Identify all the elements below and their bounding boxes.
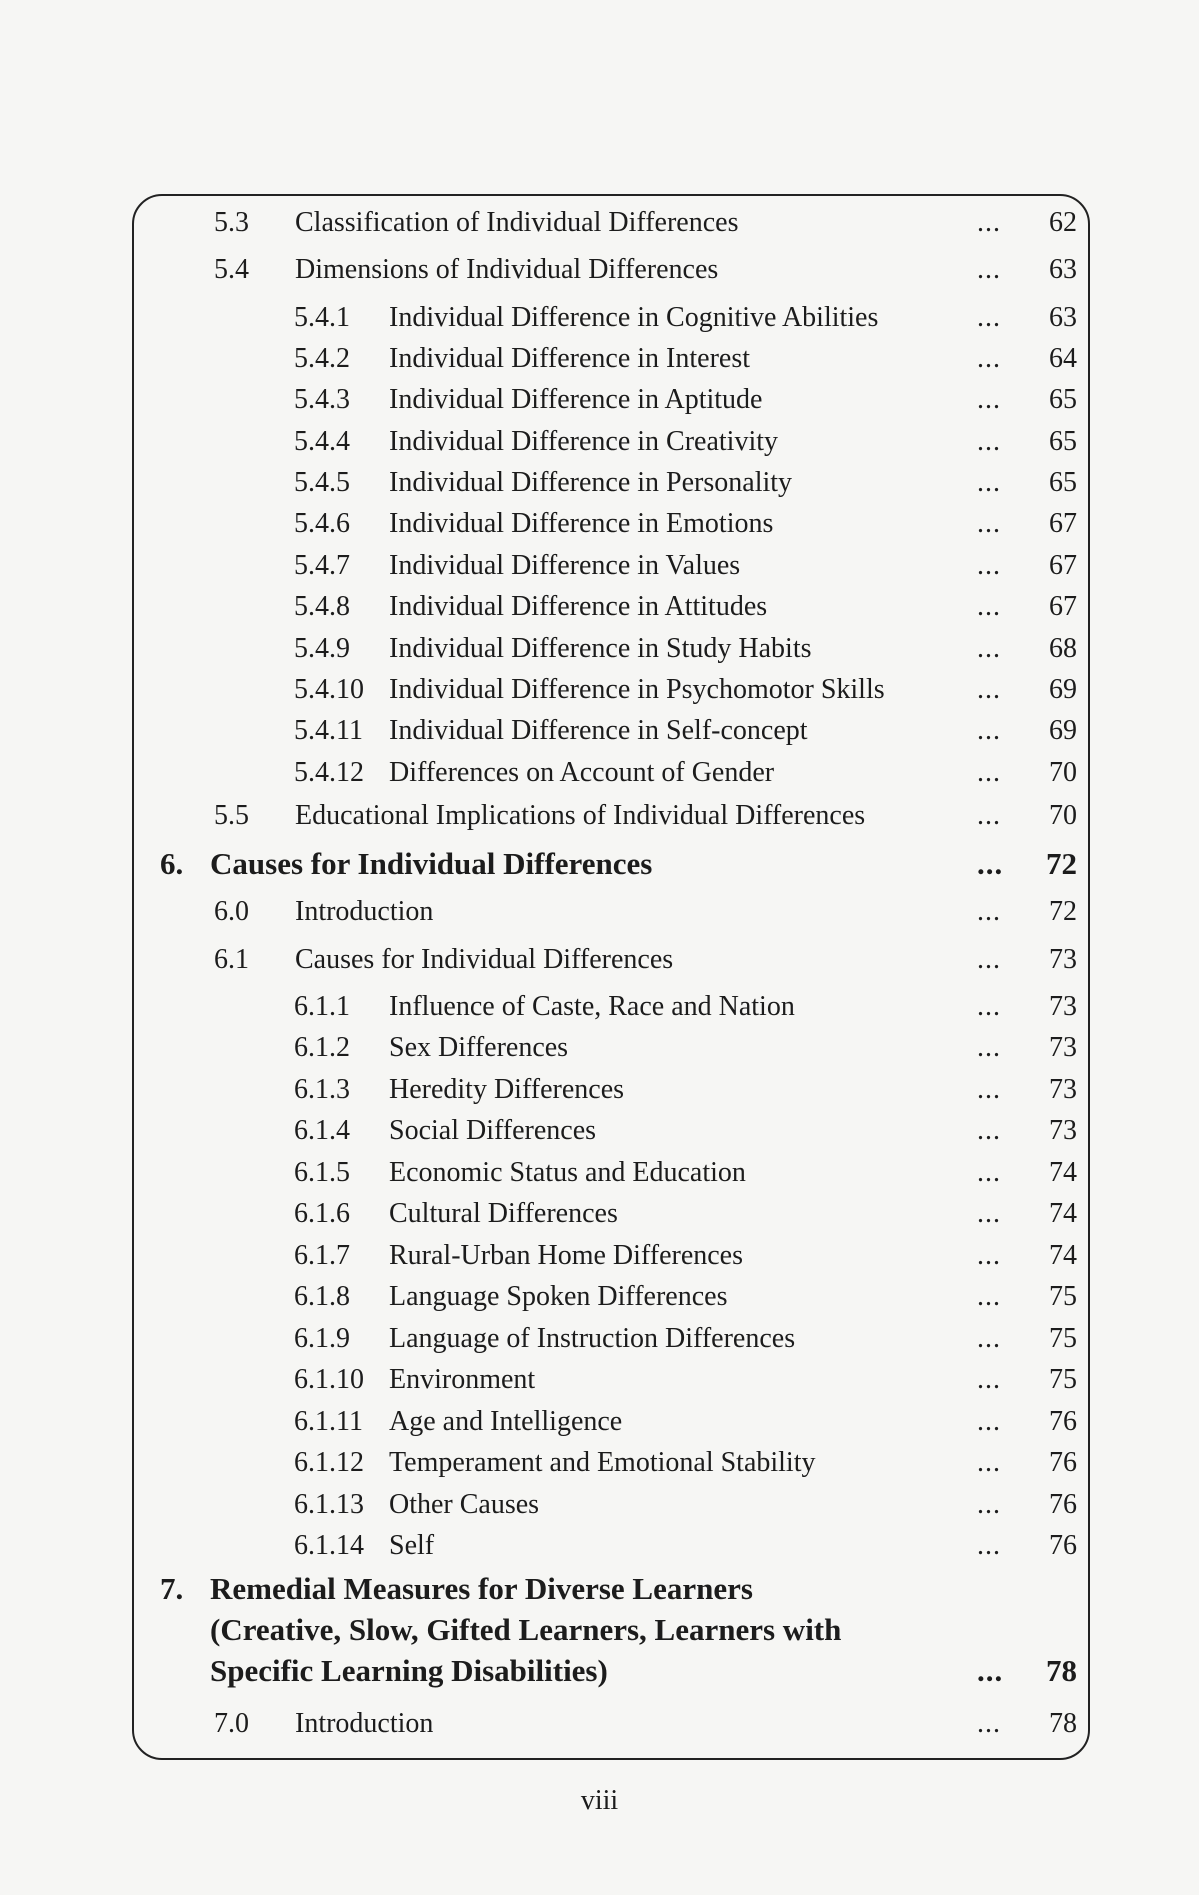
- toc-leader-dots: ...: [977, 254, 1001, 285]
- toc-entry-title: Cultural Differences: [389, 1198, 618, 1229]
- toc-entry-title: Individual Difference in Cognitive Abilities: [389, 302, 879, 333]
- toc-entry-title: Age and Intelligence: [389, 1406, 623, 1437]
- toc-entry-title: Sex Differences: [389, 1032, 569, 1063]
- toc-entry-title: Causes for Individual Differences: [210, 846, 653, 881]
- toc-entry-page: 73: [1049, 991, 1077, 1022]
- toc-leader-dots: ...: [977, 757, 1001, 788]
- toc-leader-dots: ...: [977, 1530, 1001, 1561]
- toc-leader-dots: ...: [977, 426, 1001, 457]
- toc-entry-page: 74: [1049, 1157, 1077, 1188]
- toc-entry-title: Individual Difference in Aptitude: [389, 384, 763, 415]
- toc-entry-title: Economic Status and Education: [389, 1157, 746, 1188]
- page-number: viii: [580, 1785, 619, 1816]
- toc-entry-title-line2: (Creative, Slow, Gifted Learners, Learners with: [210, 1612, 842, 1647]
- toc-entry-number: 5.4.2: [294, 343, 350, 374]
- toc-entry-title: Introduction: [295, 1708, 434, 1739]
- toc-leader-dots: ...: [977, 1157, 1001, 1188]
- toc-entry-number: 6.1.7: [294, 1240, 350, 1271]
- toc-entry-page: 67: [1049, 550, 1077, 581]
- toc-leader-dots: ...: [977, 674, 1001, 705]
- toc-entry-page: 67: [1049, 508, 1077, 539]
- toc-entry-number: 5.4.7: [294, 550, 350, 581]
- toc-leader-dots: ...: [977, 1032, 1001, 1063]
- toc-entry-page: 78: [1049, 1708, 1077, 1739]
- toc-leader-dots: ...: [977, 1323, 1001, 1354]
- toc-entry-page: 69: [1049, 674, 1077, 705]
- toc-entry-page: 70: [1049, 800, 1077, 831]
- toc-entry-number: 5.4.10: [294, 674, 364, 705]
- toc-entry-page: 65: [1049, 467, 1077, 498]
- toc-entry-title: Individual Difference in Creativity: [389, 426, 779, 457]
- toc-entry-title: Rural-Urban Home Differences: [389, 1240, 744, 1271]
- toc-entry-number: 5.4.12: [294, 757, 364, 788]
- toc-leader-dots: ...: [977, 1240, 1001, 1271]
- toc-leader-dots: ...: [977, 1489, 1001, 1520]
- toc-leader-dots: ...: [977, 1198, 1001, 1229]
- toc-leader-dots: ...: [977, 715, 1001, 746]
- toc-entry-number: 5.4.9: [294, 633, 350, 664]
- toc-entry-number: 5.4.5: [294, 467, 350, 498]
- toc-entry-page: 76: [1049, 1489, 1077, 1520]
- toc-leader-dots: ...: [977, 1653, 1004, 1688]
- toc-entry-title: Heredity Differences: [389, 1074, 625, 1105]
- toc-entry-title: Causes for Individual Differences: [295, 944, 674, 975]
- toc-entry-number: 6.1.14: [294, 1530, 364, 1561]
- toc-entry-title-line3: Specific Learning Disabilities): [210, 1653, 608, 1688]
- toc-leader-dots: ...: [977, 1406, 1001, 1437]
- toc-entry-title: Self: [389, 1530, 435, 1561]
- toc-leader-dots: ...: [977, 1115, 1001, 1146]
- toc-entry-number: 6.: [160, 846, 184, 881]
- toc-entry-page: 76: [1049, 1406, 1077, 1437]
- toc-entry-page: 69: [1049, 715, 1077, 746]
- toc-entry-title: Environment: [389, 1364, 536, 1395]
- toc-leader-dots: ...: [977, 800, 1001, 831]
- toc-entry-number: 5.4.11: [294, 715, 363, 746]
- toc-entry-page: 74: [1049, 1240, 1077, 1271]
- toc-entry-number: 5.3: [214, 207, 249, 238]
- toc-entry-title: Remedial Measures for Diverse Learners: [210, 1571, 753, 1606]
- toc-entry-page: 62: [1049, 207, 1077, 238]
- toc-leader-dots: ...: [977, 1364, 1001, 1395]
- toc-entry-title: Differences on Account of Gender: [389, 757, 775, 788]
- toc-entry-page: 65: [1049, 384, 1077, 415]
- toc-entry-page: 78: [1046, 1653, 1077, 1688]
- toc-entry-title: Influence of Caste, Race and Nation: [389, 991, 795, 1022]
- toc-leader-dots: ...: [977, 384, 1001, 415]
- toc-leader-dots: ...: [977, 944, 1001, 975]
- toc-entry-page: 75: [1049, 1364, 1077, 1395]
- toc-entry-page: 75: [1049, 1281, 1077, 1312]
- toc-entry-number: 7.: [160, 1571, 184, 1606]
- toc-entry-page: 73: [1049, 1032, 1077, 1063]
- toc-entry-number: 6.1.5: [294, 1157, 350, 1188]
- toc-entry-page: 76: [1049, 1447, 1077, 1478]
- toc-entry-number: 5.4.6: [294, 508, 350, 539]
- toc-leader-dots: ...: [977, 896, 1001, 927]
- toc-entry-page: 75: [1049, 1323, 1077, 1354]
- toc-entry-number: 6.1.4: [294, 1115, 350, 1146]
- toc-entry-page: 67: [1049, 591, 1077, 622]
- toc-entry-number: 6.1.12: [294, 1447, 364, 1478]
- toc-entry-page: 72: [1049, 896, 1077, 927]
- toc-leader-dots: ...: [977, 633, 1001, 664]
- toc-entry-page: 73: [1049, 1115, 1077, 1146]
- toc-entry-number: 6.1.2: [294, 1032, 350, 1063]
- toc-leader-dots: ...: [977, 1447, 1001, 1478]
- toc-entry-title: Educational Implications of Individual Differences: [295, 800, 866, 831]
- toc-leader-dots: ...: [977, 1281, 1001, 1312]
- toc-entry-number: 6.1.3: [294, 1074, 350, 1105]
- toc-leader-dots: ...: [977, 591, 1001, 622]
- toc-leader-dots: ...: [977, 550, 1001, 581]
- toc-entry-title: Individual Difference in Attitudes: [389, 591, 768, 622]
- toc-entry-page: 64: [1049, 343, 1077, 374]
- toc-leader-dots: ...: [977, 302, 1001, 333]
- toc-entry-title: Dimensions of Individual Differences: [295, 254, 719, 285]
- toc-entry-title: Other Causes: [389, 1489, 540, 1520]
- toc-entry-number: 6.1.1: [294, 991, 350, 1022]
- toc-entry-number: 6.1.10: [294, 1364, 364, 1395]
- toc-entry-title: Individual Difference in Values: [389, 550, 741, 581]
- toc-entry-number: 7.0: [214, 1708, 249, 1739]
- toc-entry-number: 6.1.9: [294, 1323, 350, 1354]
- toc-entry-number: 6.1.8: [294, 1281, 350, 1312]
- toc-entry-page: 76: [1049, 1530, 1077, 1561]
- toc-leader-dots: ...: [977, 1708, 1001, 1739]
- toc-entry-page: 73: [1049, 1074, 1077, 1105]
- toc-entry-title: Individual Difference in Emotions: [389, 508, 774, 539]
- toc-entry-title: Temperament and Emotional Stability: [389, 1447, 816, 1478]
- toc-entry-title: Individual Difference in Interest: [389, 343, 751, 374]
- toc-leader-dots: ...: [977, 846, 1004, 881]
- toc-entry-number: 6.1.13: [294, 1489, 364, 1520]
- toc-entry-number: 5.4: [214, 254, 249, 285]
- toc-entry-title: Social Differences: [389, 1115, 597, 1146]
- toc-entry-number: 6.0: [214, 896, 249, 927]
- toc-entry-number: 5.4.1: [294, 302, 350, 333]
- toc-entry-number: 5.4.8: [294, 591, 350, 622]
- toc-entry-page: 65: [1049, 426, 1077, 457]
- toc-entry-number: 5.5: [214, 800, 249, 831]
- toc-entry-page: 63: [1049, 254, 1077, 285]
- toc-entry-title: Individual Difference in Study Habits: [389, 633, 812, 664]
- toc-entry-page: 74: [1049, 1198, 1077, 1229]
- toc-entry-page: 73: [1049, 944, 1077, 975]
- toc-leader-dots: ...: [977, 991, 1001, 1022]
- toc-leader-dots: ...: [977, 467, 1001, 498]
- toc-entry-title: Language of Instruction Differences: [389, 1323, 796, 1354]
- toc-leader-dots: ...: [977, 508, 1001, 539]
- toc-entry-page: 63: [1049, 302, 1077, 333]
- toc-entry-title: Individual Difference in Personality: [389, 467, 793, 498]
- toc-leader-dots: ...: [977, 207, 1001, 238]
- toc-entry-number: 6.1: [214, 944, 249, 975]
- toc-entry-title: Individual Difference in Psychomotor Skills: [389, 674, 885, 705]
- toc-entry-number: 6.1.6: [294, 1198, 350, 1229]
- toc-entry-number: 6.1.11: [294, 1406, 363, 1437]
- toc-entry-title: Classification of Individual Differences: [295, 207, 739, 238]
- toc-leader-dots: ...: [977, 343, 1001, 374]
- toc-leader-dots: ...: [977, 1074, 1001, 1105]
- toc-entry-title: Language Spoken Differences: [389, 1281, 728, 1312]
- toc-entry-title: Individual Difference in Self-concept: [389, 715, 808, 746]
- toc-entry-number: 5.4.4: [294, 426, 350, 457]
- toc-entry-page: 72: [1046, 846, 1077, 881]
- toc-entry-title: Introduction: [295, 896, 434, 927]
- toc-entry-page: 68: [1049, 633, 1077, 664]
- toc-entry-number: 5.4.3: [294, 384, 350, 415]
- toc-entry-page: 70: [1049, 757, 1077, 788]
